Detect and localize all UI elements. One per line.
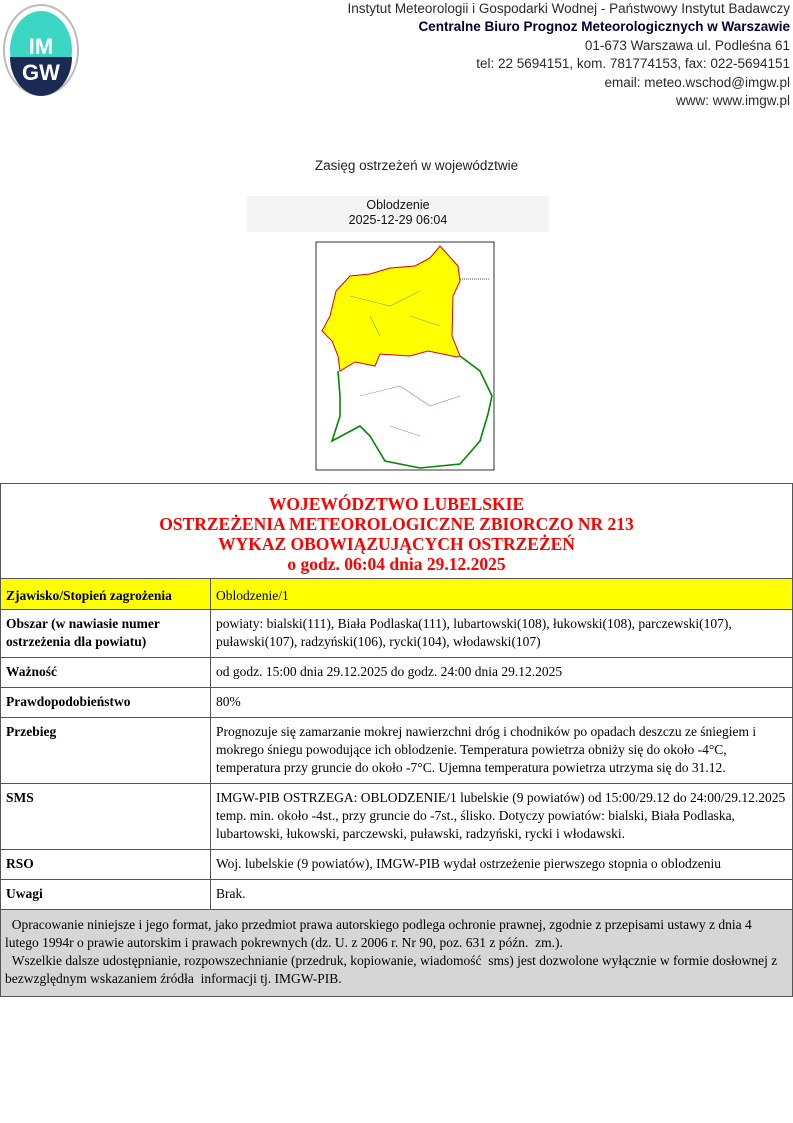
- row-value: powiaty: bialski(111), Biała Podlaska(111), lubartowski(108), łukowski(108), parczewski(107), puławski(107), radzyński(106), rycki(104), włodawski(107): [211, 610, 793, 658]
- row-value: 80%: [211, 688, 793, 718]
- warning-table: [1, 579, 792, 910]
- row-label: Uwagi: [1, 880, 211, 910]
- svg-text:IM: IM: [28, 34, 54, 59]
- row-value: od godz. 15:00 dnia 29.12.2025 do godz. 24:00 dnia 29.12.2025: [211, 658, 793, 688]
- address: 01-673 Warszawa ul. Podleśna 61: [584, 37, 790, 53]
- table-row: [1, 688, 792, 718]
- row-value: Woj. lubelskie (9 powiatów), IMGW-PIB wydał ostrzeżenie pierwszego stopnia o oblodzeniu: [211, 850, 793, 880]
- table-row: [1, 880, 792, 910]
- table-row: [1, 610, 792, 658]
- row-value: IMGW-PIB OSTRZEGA: OBLODZENIE/1 lubelskie (9 powiatów) od 15:00/29.12 do 24:00/29.12.2025 temp. min. około -4st., przy gruncie do -7st., ślisko. Dotyczy powiatów: bialski, Biała Podlaska, lubartowski, łukowski, parczewski, puławski, radzyński, rycki i włodawski.: [211, 784, 793, 850]
- title-voivodeship: WOJEWÓDZTWO LUBELSKIE: [268, 494, 525, 514]
- row-label: Ważność: [1, 658, 211, 688]
- map-subtitle: Zasięg ostrzeżeń w województwie: [314, 158, 519, 173]
- table-row: [1, 850, 792, 880]
- row-label: Zjawisko/Stopień zagrożenia: [1, 579, 211, 610]
- map-title: [247, 196, 549, 232]
- copyright-p2: Wszelkie dalsze udostępnianie, rozpowszechnianie (przedruk, kopiowanie, wiadomość sms) jest dozwolone wyłącznie w formie dosłownej z bezwzględnym wskazaniem źródła informacji tj. IMGW-PIB.: [5, 953, 781, 986]
- warning-map: [310, 236, 500, 476]
- map-datetime: 2025-12-29 06:04: [348, 213, 448, 227]
- table-row: [1, 658, 792, 688]
- svg-text:GW: GW: [22, 60, 60, 85]
- row-value: Brak.: [211, 880, 793, 910]
- imgw-logo: [2, 2, 80, 98]
- table-row: [1, 784, 792, 850]
- row-label: RSO: [1, 850, 211, 880]
- warning-document: [0, 483, 793, 997]
- table-row: [1, 579, 792, 610]
- title-time: o godz. 06:04 dnia 29.12.2025: [287, 554, 506, 574]
- row-label: Prawdopodobieństwo: [1, 688, 211, 718]
- office-name: Centralne Biuro Prognoz Meteorologicznych w Warszawie: [418, 19, 790, 35]
- row-value: Oblodzenie/1: [211, 579, 793, 610]
- title-list: WYKAZ OBOWIĄZUJĄCYCH OSTRZEŻEŃ: [218, 534, 575, 554]
- table-row: [1, 718, 792, 784]
- email: email: meteo.wschod@imgw.pl: [604, 74, 790, 90]
- document-title: [1, 484, 792, 579]
- title-warnings: OSTRZEŻENIA METEOROLOGICZNE ZBIORCZO NR 213: [159, 514, 634, 534]
- row-value: Prognozuje się zamarzanie mokrej nawierzchni dróg i chodników po opadach deszczu ze śniegiem i mokrego śniegu powodujące ich oblodzenie. Temperatura powietrza obniży się do około -4°C, temperatura przy gruncie do około -7°C. Ujemna temperatura powietrza utrzyma się do 31.12.: [211, 718, 793, 784]
- row-label: SMS: [1, 784, 211, 850]
- map-phenomenon: Oblodzenie: [366, 198, 430, 212]
- institute-name: Instytut Meteorologii i Gospodarki Wodnej - Państwowy Instytut Badawczy: [347, 1, 790, 16]
- phone: tel: 22 5694151, kom. 781774153, fax: 022-5694151: [476, 56, 790, 72]
- row-label: Przebieg: [1, 718, 211, 784]
- website: www: www.imgw.pl: [675, 93, 790, 109]
- copyright-p1: Opracowanie niniejsze i jego format, jako przedmiot prawa autorskiego podlega ochronie prawnej, zgodnie z przepisami ustawy z dnia 4 lutego 1994r o prawie autorskim i prawach pokrewnych (dz. U. z 2006 r. Nr 90, poz. 631 z późn. zm.).: [5, 917, 756, 950]
- institute-header: [348, 0, 790, 110]
- row-label: Obszar (w nawiasie numer ostrzeżenia dla powiatu): [1, 610, 211, 658]
- copyright-notice: [1, 910, 792, 996]
